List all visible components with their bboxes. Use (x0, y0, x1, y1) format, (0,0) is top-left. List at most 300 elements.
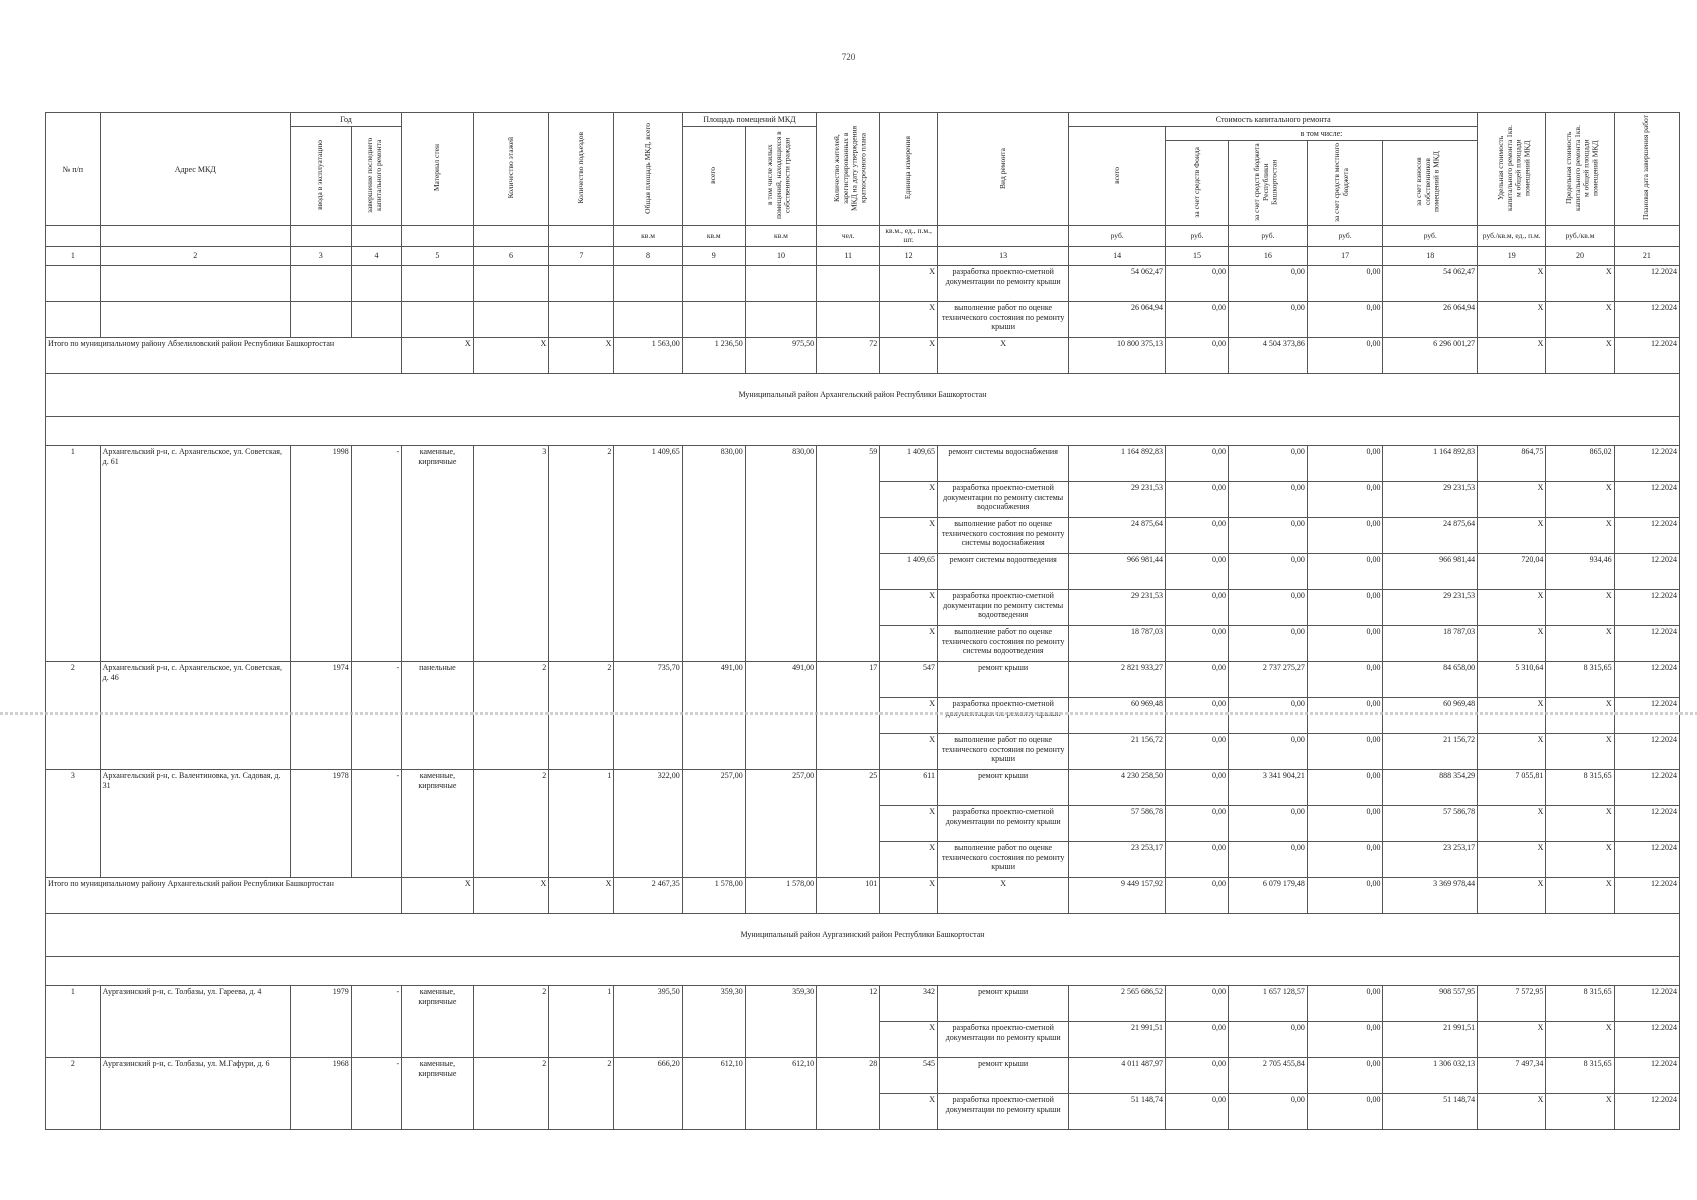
planned-date-cell: 12.2024 (1614, 842, 1679, 878)
specific-cost-cell: X (1478, 1022, 1546, 1058)
table-row (46, 302, 1680, 338)
last-repair-cell: - (351, 1058, 401, 1130)
cost-total-cell: 966 981,44 (1069, 554, 1166, 590)
last-repair-cell: - (351, 770, 401, 878)
unit-cell: руб. (1069, 226, 1166, 247)
fund-cell: 0,00 (1165, 1094, 1228, 1130)
unit-cell: X (880, 1022, 938, 1058)
cost-total-cell: 54 062,47 (1069, 266, 1166, 302)
table-cell (46, 266, 101, 302)
fund-cell: 0,00 (1165, 266, 1228, 302)
table-cell (290, 302, 351, 338)
rb-budget-cell: 0,00 (1229, 698, 1308, 734)
table-cell: X (473, 878, 549, 914)
specific-cost-cell: X (1478, 590, 1546, 626)
unit-cell: чел. (817, 226, 880, 247)
owners-cell: 888 354,29 (1383, 770, 1478, 806)
owners-cell: 6 296 001,27 (1383, 338, 1478, 374)
unit-cell: X (880, 1094, 938, 1130)
limit-cost-cell: X (1546, 842, 1614, 878)
table-cell (745, 266, 816, 302)
table-cell: X (402, 338, 473, 374)
year-cell: 1978 (290, 770, 351, 878)
local-budget-cell: 0,00 (1307, 302, 1383, 338)
table-cell: X (473, 338, 549, 374)
local-budget-cell: 0,00 (1307, 986, 1383, 1022)
work-type-cell: ремонт крыши (937, 770, 1068, 806)
header-area-all: всего (708, 166, 718, 184)
local-budget-cell: 0,00 (1307, 770, 1383, 806)
residents-cell: 25 (817, 770, 880, 878)
fund-cell: 0,00 (1165, 1058, 1228, 1094)
header-entrances: Количество подъездов (575, 132, 585, 204)
column-number: 19 (1478, 247, 1546, 266)
unit-cell: руб. (1165, 226, 1228, 247)
area-cell: 1 236,50 (682, 338, 745, 374)
table-cell (549, 302, 614, 338)
planned-date-cell: 12.2024 (1614, 338, 1679, 374)
rb-budget-cell: 0,00 (1229, 842, 1308, 878)
residents-cell: 28 (817, 1058, 880, 1130)
cost-total-cell: 4 011 487,97 (1069, 1058, 1166, 1094)
local-budget-cell: 0,00 (1307, 698, 1383, 734)
owners-cell: 21 156,72 (1383, 734, 1478, 770)
cost-total-cell: 4 230 258,50 (1069, 770, 1166, 806)
district-heading-row (46, 914, 1680, 957)
planned-date-cell: 12.2024 (1614, 1022, 1679, 1058)
specific-cost-cell: X (1478, 482, 1546, 518)
area-cell: 257,00 (745, 770, 816, 878)
address-cell: Аургазинский р-н, с. Толбазы, ул. М.Гафури, д. 6 (100, 1058, 290, 1130)
residents-cell: 101 (817, 878, 880, 914)
planned-date-cell: 12.2024 (1614, 590, 1679, 626)
walls-cell: каменные, кирпичные (402, 1058, 473, 1130)
unit-cell: X (880, 698, 938, 734)
entrances-cell: 2 (549, 662, 614, 770)
header-floors: Количество этажей (505, 137, 515, 199)
local-budget-cell: 0,00 (1307, 518, 1383, 554)
owners-cell: 24 875,64 (1383, 518, 1478, 554)
fund-cell: 0,00 (1165, 626, 1228, 662)
table-row (46, 770, 1680, 806)
unit-cell: X (880, 878, 938, 914)
unit-cell: X (880, 518, 938, 554)
unit-cell: X (880, 482, 938, 518)
header-unit: Единица измерения (903, 136, 913, 200)
area-cell: 257,00 (682, 770, 745, 878)
specific-cost-cell: X (1478, 338, 1546, 374)
fund-cell: 0,00 (1165, 698, 1228, 734)
column-number: 4 (351, 247, 401, 266)
scan-artifact (0, 712, 1697, 715)
owners-cell: 60 969,48 (1383, 698, 1478, 734)
rb-budget-cell: 0,00 (1229, 626, 1308, 662)
district-total-label: Итого по муниципальному району Абзелиловский район Республики Башкортостан (46, 338, 402, 374)
limit-cost-cell: X (1546, 266, 1614, 302)
row-number: 3 (46, 770, 101, 878)
local-budget-cell: 0,00 (1307, 1022, 1383, 1058)
header-specific-cost: Удельная стоимость капитального ремонта 1кв. м общей площади помещений МКД (1495, 125, 1532, 211)
cost-total-cell: 21 156,72 (1069, 734, 1166, 770)
rb-budget-cell: 0,00 (1229, 266, 1308, 302)
work-type-cell: выполнение работ по оценке технического состояния по ремонту системы водоснабжения (937, 518, 1068, 554)
column-number: 1 (46, 247, 101, 266)
column-number: 9 (682, 247, 745, 266)
table-cell: X (402, 878, 473, 914)
work-type-cell: ремонт крыши (937, 986, 1068, 1022)
local-budget-cell: 0,00 (1307, 554, 1383, 590)
work-type-cell: выполнение работ по оценке технического состояния по ремонту крыши (937, 842, 1068, 878)
specific-cost-cell: X (1478, 842, 1546, 878)
unit-cell: X (880, 734, 938, 770)
rb-budget-cell: 0,00 (1229, 482, 1308, 518)
cost-total-cell: 1 164 892,83 (1069, 446, 1166, 482)
table-cell (351, 302, 401, 338)
unit-cell: 547 (880, 662, 938, 698)
planned-date-cell: 12.2024 (1614, 878, 1679, 914)
local-budget-cell: 0,00 (1307, 626, 1383, 662)
specific-cost-cell: X (1478, 878, 1546, 914)
limit-cost-cell: 8 315,65 (1546, 770, 1614, 806)
rb-budget-cell: 0,00 (1229, 1022, 1308, 1058)
owners-cell: 29 231,53 (1383, 590, 1478, 626)
area-cell: 1 578,00 (745, 878, 816, 914)
local-budget-cell: 0,00 (1307, 446, 1383, 482)
table-cell (473, 302, 549, 338)
district-heading: Муниципальный район Аургазинский район Республики Башкортостан (46, 914, 1680, 957)
rb-budget-cell: 0,00 (1229, 734, 1308, 770)
table-cell (614, 266, 682, 302)
column-number: 7 (549, 247, 614, 266)
area-cell: 1 578,00 (682, 878, 745, 914)
rb-budget-cell: 2 705 455,84 (1229, 1058, 1308, 1094)
table-cell (100, 266, 290, 302)
planned-date-cell: 12.2024 (1614, 266, 1679, 302)
column-number: 13 (937, 247, 1068, 266)
limit-cost-cell: 934,46 (1546, 554, 1614, 590)
unit-cell: X (880, 302, 938, 338)
column-number-row (46, 247, 1680, 266)
header-fund: за счет средств Фонда (1191, 146, 1201, 218)
local-budget-cell: 0,00 (1307, 842, 1383, 878)
column-number: 11 (817, 247, 880, 266)
district-heading-row (46, 374, 1680, 417)
area-cell: 359,30 (682, 986, 745, 1058)
unit-cell: кв.м., ед., п.м., шт. (880, 226, 938, 247)
area-cell: 2 467,35 (614, 878, 682, 914)
table-cell (549, 266, 614, 302)
cost-total-cell: 57 586,78 (1069, 806, 1166, 842)
unit-cell: руб. (1383, 226, 1478, 247)
header-local-budget: за счет средств местного бюджета (1332, 142, 1350, 222)
column-number: 16 (1229, 247, 1308, 266)
header-owners: за счет взносов собственников помещений в МКД (1414, 151, 1441, 213)
column-number: 15 (1165, 247, 1228, 266)
walls-cell: каменные, кирпичные (402, 446, 473, 662)
specific-cost-cell: X (1478, 734, 1546, 770)
floors-cell: 2 (473, 986, 549, 1058)
owners-cell: 908 557,95 (1383, 986, 1478, 1022)
column-number: 12 (880, 247, 938, 266)
header-year-group: Год (290, 113, 401, 127)
cost-total-cell: 51 148,74 (1069, 1094, 1166, 1130)
header-no: № п/п (46, 113, 101, 226)
local-budget-cell: 0,00 (1307, 734, 1383, 770)
unit-cell: 1 409,65 (880, 446, 938, 482)
planned-date-cell: 12.2024 (1614, 770, 1679, 806)
column-number: 2 (100, 247, 290, 266)
address-cell: Архангельский р-н, с. Архангельское, ул. Советская, д. 61 (100, 446, 290, 662)
local-budget-cell: 0,00 (1307, 1094, 1383, 1130)
limit-cost-cell: X (1546, 482, 1614, 518)
header-last-repair: завершение последнего капитального ремонта (365, 137, 384, 213)
table-row (46, 662, 1680, 698)
planned-date-cell: 12.2024 (1614, 1058, 1679, 1094)
planned-date-cell: 12.2024 (1614, 302, 1679, 338)
owners-cell: 51 148,74 (1383, 1094, 1478, 1130)
table-cell (682, 302, 745, 338)
cost-total-cell: 21 991,51 (1069, 1022, 1166, 1058)
rb-budget-cell: 1 657 128,57 (1229, 986, 1308, 1022)
limit-cost-cell: 8 315,65 (1546, 1058, 1614, 1094)
fund-cell: 0,00 (1165, 554, 1228, 590)
district-total-label: Итого по муниципальному району Архангельский район Республики Башкортостан (46, 878, 402, 914)
floors-cell: 2 (473, 1058, 549, 1130)
column-number: 21 (1614, 247, 1679, 266)
specific-cost-cell: X (1478, 698, 1546, 734)
header-year-built: ввода в эксплуатацию (315, 140, 325, 210)
unit-cell: руб./кв.м (1546, 226, 1614, 247)
unit-cell: X (880, 806, 938, 842)
unit-cell: кв.м (614, 226, 682, 247)
header-walls: Материал стен (431, 144, 441, 192)
owners-cell: 18 787,03 (1383, 626, 1478, 662)
limit-cost-cell: X (1546, 1094, 1614, 1130)
work-type-cell: ремонт крыши (937, 1058, 1068, 1094)
unit-cell: X (880, 842, 938, 878)
owners-cell: 3 369 978,44 (1383, 878, 1478, 914)
table-cell (817, 302, 880, 338)
owners-cell: 966 981,44 (1383, 554, 1478, 590)
row-number: 2 (46, 662, 101, 770)
fund-cell: 0,00 (1165, 878, 1228, 914)
capital-repair-table (45, 112, 1680, 1130)
specific-cost-cell: 5 310,64 (1478, 662, 1546, 698)
cost-total-cell: 29 231,53 (1069, 482, 1166, 518)
planned-date-cell: 12.2024 (1614, 446, 1679, 482)
floors-cell: 3 (473, 446, 549, 662)
fund-cell: 0,00 (1165, 1022, 1228, 1058)
limit-cost-cell: X (1546, 878, 1614, 914)
entrances-cell: 2 (549, 446, 614, 662)
cost-total-cell: 2 565 686,52 (1069, 986, 1166, 1022)
header-residents: Количество жителей, зарегистрированных в МКД на дату утверждения краткосрочного плана (832, 125, 868, 211)
fund-cell: 0,00 (1165, 590, 1228, 626)
limit-cost-cell: X (1546, 338, 1614, 374)
column-number: 14 (1069, 247, 1166, 266)
table-cell (46, 957, 1680, 986)
header-total-area: Общая площадь МКД, всего (642, 122, 652, 214)
work-type-cell: разработка проектно-сметной документации по ремонту системы водоснабжения (937, 482, 1068, 518)
limit-cost-cell: X (1546, 302, 1614, 338)
local-budget-cell: 0,00 (1307, 338, 1383, 374)
fund-cell: 0,00 (1165, 770, 1228, 806)
specific-cost-cell: X (1478, 266, 1546, 302)
rb-budget-cell: 0,00 (1229, 446, 1308, 482)
fund-cell: 0,00 (1165, 302, 1228, 338)
rb-budget-cell: 0,00 (1229, 554, 1308, 590)
local-budget-cell: 0,00 (1307, 806, 1383, 842)
rb-budget-cell: 0,00 (1229, 590, 1308, 626)
row-number: 2 (46, 1058, 101, 1130)
address-cell: Архангельский р-н, с. Валентиновка, ул. Садовая, д. 31 (100, 770, 290, 878)
table-row (46, 1058, 1680, 1094)
walls-cell: каменные, кирпичные (402, 770, 473, 878)
floors-cell: 2 (473, 662, 549, 770)
area-cell: 1 409,65 (614, 446, 682, 662)
rb-budget-cell: 0,00 (1229, 806, 1308, 842)
cost-total-cell: 26 064,94 (1069, 302, 1166, 338)
limit-cost-cell: X (1546, 626, 1614, 662)
owners-cell: 26 064,94 (1383, 302, 1478, 338)
cost-total-cell: 9 449 157,92 (1069, 878, 1166, 914)
limit-cost-cell: X (1546, 518, 1614, 554)
fund-cell: 0,00 (1165, 662, 1228, 698)
owners-cell: 29 231,53 (1383, 482, 1478, 518)
owners-cell: 57 586,78 (1383, 806, 1478, 842)
fund-cell: 0,00 (1165, 446, 1228, 482)
table-cell (46, 302, 101, 338)
year-cell: 1974 (290, 662, 351, 770)
table-cell (402, 302, 473, 338)
table-cell: X (549, 878, 614, 914)
unit-cell: 1 409,65 (880, 554, 938, 590)
planned-date-cell: 12.2024 (1614, 482, 1679, 518)
area-cell: 830,00 (682, 446, 745, 662)
owners-cell: 1 164 892,83 (1383, 446, 1478, 482)
specific-cost-cell: X (1478, 302, 1546, 338)
header-address: Адрес МКД (100, 113, 290, 226)
limit-cost-cell: X (1546, 698, 1614, 734)
table-row (46, 266, 1680, 302)
row-number: 1 (46, 446, 101, 662)
area-cell: 666,20 (614, 1058, 682, 1130)
local-budget-cell: 0,00 (1307, 590, 1383, 626)
planned-date-cell: 12.2024 (1614, 806, 1679, 842)
limit-cost-cell: 865,02 (1546, 446, 1614, 482)
table-cell (351, 266, 401, 302)
table-cell (100, 302, 290, 338)
unit-cell: руб. (1229, 226, 1308, 247)
table-row (46, 446, 1680, 482)
district-total-row (46, 338, 1680, 374)
specific-cost-cell: X (1478, 1094, 1546, 1130)
column-number: 18 (1383, 247, 1478, 266)
specific-cost-cell: 864,75 (1478, 446, 1546, 482)
fund-cell: 0,00 (1165, 986, 1228, 1022)
residents-cell: 17 (817, 662, 880, 770)
cost-total-cell: 23 253,17 (1069, 842, 1166, 878)
address-cell: Аургазинский р-н, с. Толбазы, ул. Гареева, д. 4 (100, 986, 290, 1058)
header-limit-cost: Предельная стоимость капитального ремонта 1кв. м общей площади помещений МКД (1564, 125, 1600, 211)
unit-cell: X (880, 266, 938, 302)
work-type-cell: разработка проектно-сметной документации по ремонту крыши (937, 266, 1068, 302)
owners-cell: 84 658,00 (1383, 662, 1478, 698)
cost-total-cell: 29 231,53 (1069, 590, 1166, 626)
planned-date-cell: 12.2024 (1614, 626, 1679, 662)
table-cell (682, 266, 745, 302)
work-type-cell: X (937, 878, 1068, 914)
fund-cell: 0,00 (1165, 806, 1228, 842)
area-cell: 735,70 (614, 662, 682, 770)
residents-cell: 59 (817, 446, 880, 662)
planned-date-cell: 12.2024 (1614, 734, 1679, 770)
unit-cell: 342 (880, 986, 938, 1022)
area-cell: 359,30 (745, 986, 816, 1058)
column-number: 17 (1307, 247, 1383, 266)
table-cell (817, 266, 880, 302)
limit-cost-cell: 8 315,65 (1546, 662, 1614, 698)
area-cell: 830,00 (745, 446, 816, 662)
walls-cell: панельные (402, 662, 473, 770)
unit-cell: руб. (1307, 226, 1383, 247)
table-cell (473, 266, 549, 302)
local-budget-cell: 0,00 (1307, 662, 1383, 698)
cost-total-cell: 10 800 375,13 (1069, 338, 1166, 374)
column-number: 6 (473, 247, 549, 266)
limit-cost-cell: X (1546, 1022, 1614, 1058)
last-repair-cell: - (351, 986, 401, 1058)
spacer-row (46, 957, 1680, 986)
district-total-row (46, 878, 1680, 914)
cost-total-cell: 60 969,48 (1069, 698, 1166, 734)
specific-cost-cell: X (1478, 518, 1546, 554)
address-cell: Архангельский р-н, с. Архангельское, ул. Советская, д. 46 (100, 662, 290, 770)
work-type-cell: разработка проектно-сметной документации по ремонту системы водоотведения (937, 590, 1068, 626)
table-cell: X (549, 338, 614, 374)
fund-cell: 0,00 (1165, 338, 1228, 374)
local-budget-cell: 0,00 (1307, 878, 1383, 914)
rb-budget-cell: 0,00 (1229, 1094, 1308, 1130)
rb-budget-cell: 6 079 179,48 (1229, 878, 1308, 914)
table-cell (402, 266, 473, 302)
work-type-cell: выполнение работ по оценке технического состояния по ремонту крыши (937, 302, 1068, 338)
limit-cost-cell: 8 315,65 (1546, 986, 1614, 1022)
header-area-group: Площадь помещений МКД (682, 113, 816, 127)
planned-date-cell: 12.2024 (1614, 662, 1679, 698)
owners-cell: 54 062,47 (1383, 266, 1478, 302)
table-cell (290, 266, 351, 302)
work-type-cell: разработка проектно-сметной (937, 698, 1068, 734)
column-number: 5 (402, 247, 473, 266)
rb-budget-cell: 0,00 (1229, 302, 1308, 338)
unit-cell: руб./кв.м, ед., п.м. (1478, 226, 1546, 247)
owners-cell: 21 991,51 (1383, 1022, 1478, 1058)
table-cell (46, 417, 1680, 446)
column-number: 8 (614, 247, 682, 266)
cost-total-cell: 2 821 933,27 (1069, 662, 1166, 698)
local-budget-cell: 0,00 (1307, 482, 1383, 518)
unit-cell: кв.м (682, 226, 745, 247)
table-row (46, 986, 1680, 1022)
header-cost-group: Стоимость капитального ремонта (1069, 113, 1478, 127)
area-cell: 491,00 (745, 662, 816, 770)
local-budget-cell: 0,00 (1307, 1058, 1383, 1094)
area-cell: 322,00 (614, 770, 682, 878)
table-cell (745, 302, 816, 338)
header-area-residential: в том числе жилых помещений, находящихся в собственности граждан (764, 131, 792, 219)
specific-cost-cell: 720,04 (1478, 554, 1546, 590)
